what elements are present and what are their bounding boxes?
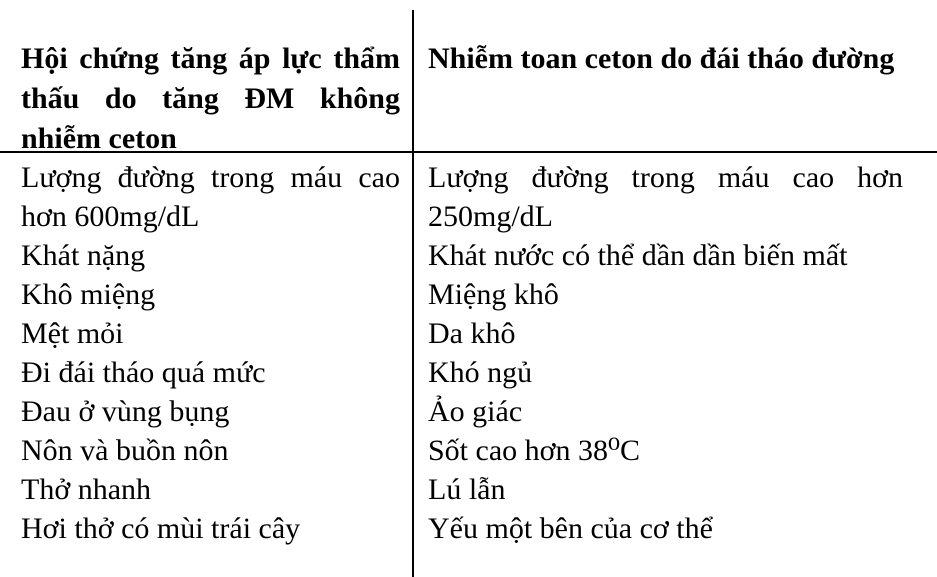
left-item: Mệt mỏi xyxy=(21,317,124,350)
right-item: Khát nước có thể dần dần biến mất xyxy=(428,239,848,272)
right-item: Lú lẫn xyxy=(428,473,506,506)
left-item: Khát nặng xyxy=(21,239,146,272)
left-item: Đau ở vùng bụng xyxy=(21,395,230,428)
left-item: Nôn và buồn nôn xyxy=(21,434,229,467)
header-cell-left: Hội chứng tăng áp lực thẩm thấu do tăng ĐM không nhiễm ceton xyxy=(21,42,400,155)
column-divider xyxy=(412,10,414,577)
right-item: Sốt cao hơn 38⁰C xyxy=(428,434,641,467)
column-right xyxy=(428,158,903,548)
left-item: Thở nhanh xyxy=(21,473,152,506)
header-cell-right: Nhiễm toan ceton do đái tháo đường xyxy=(428,42,895,75)
left-item: Đi đái tháo quá mức xyxy=(21,356,266,389)
right-item: Lượng đường trong máu cao hơn 250mg/dL xyxy=(428,161,903,233)
right-item: Yếu một bên của cơ thể xyxy=(428,512,713,545)
right-item: Ảo giác xyxy=(428,395,523,428)
right-item: Miệng khô xyxy=(428,278,559,311)
left-item: Khô miệng xyxy=(21,278,156,311)
left-item: Lượng đường trong máu cao hơn 600mg/dL xyxy=(21,161,400,233)
column-left xyxy=(21,158,400,548)
right-item: Da khô xyxy=(428,317,516,350)
right-item: Khó ngủ xyxy=(428,356,533,389)
left-item: Hơi thở có mùi trái cây xyxy=(21,512,301,545)
